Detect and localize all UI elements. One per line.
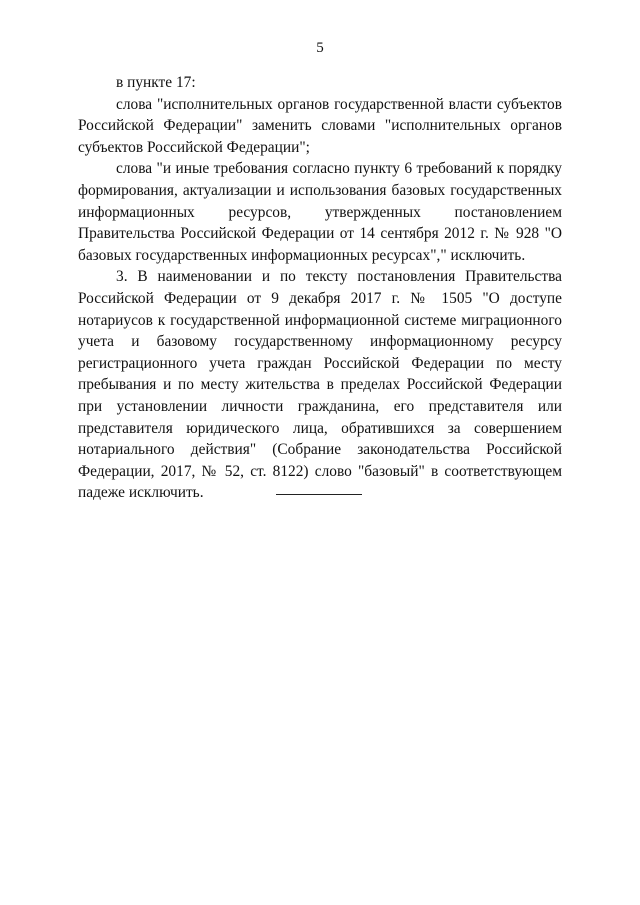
paragraph-point-17-intro: в пункте 17:	[116, 74, 196, 91]
paragraph-item-3: 3. В наименовании и по тексту постановления Правительства Российской Федерации от 9 декабря 2017 г. № 1505 "О доступе нотариусов к государственной информационной системе миграционного учета и базовому государственному информационному ресурсу регистрационного учета граждан Российской Федерации по месту пребывания и по месту жительства в пределах Российской Федерации при установлении личности гражданина, его представителя или представителя юридического лица, обратившихся за совершением нотариального действия" (Собрание законодательства Российской Федерации, 2017, № 52, ст. 8122) слово "базовый" в соответствующем падеже исключить.	[78, 268, 562, 502]
paragraph-replace-words: слова "исполнительных органов государственной власти субъектов Российской Федерации" заменить словами "исполнительных органов субъектов Российской Федерации";	[78, 95, 562, 156]
end-separator-line	[276, 494, 362, 495]
paragraph-exclude-words: слова "и иные требования согласно пункту 6 требований к порядку формирования, актуализации и использования базовых государственных информационных ресурсов, утвержденных постановлением Правительства Российской Федерации от 14 сентября 2012 г. № 928 "О базовых государственных информационных ресурсах"," исключить.	[78, 160, 562, 264]
document-body	[78, 72, 562, 504]
page-number: 5	[316, 40, 324, 56]
